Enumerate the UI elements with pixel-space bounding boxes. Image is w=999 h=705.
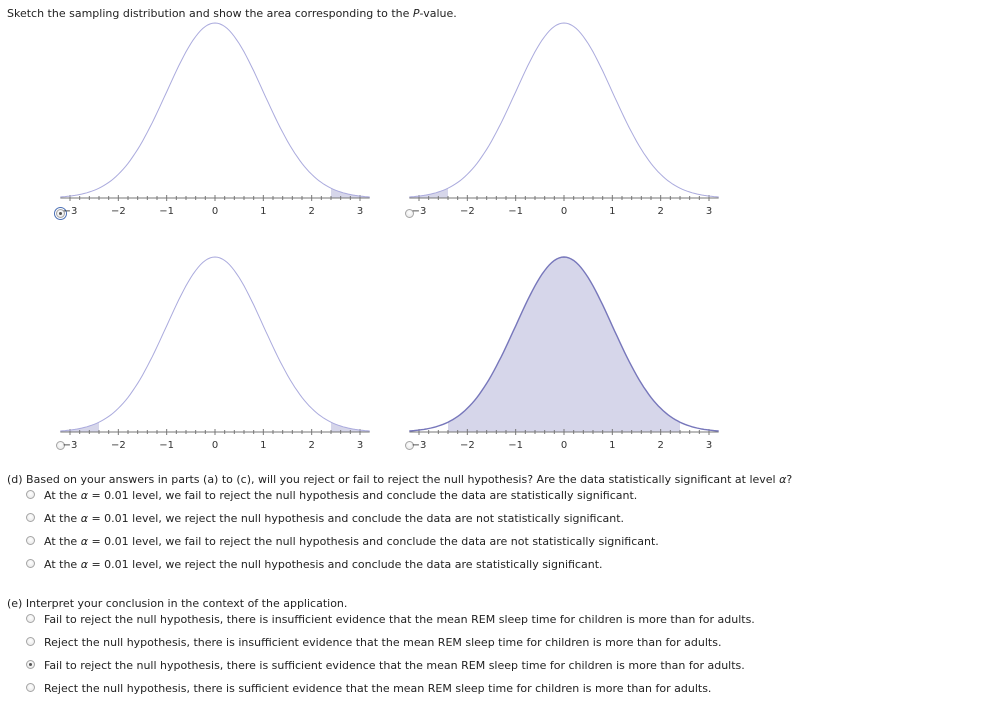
part-d-option-4[interactable] [44, 558, 603, 571]
graph-option-b[interactable] [399, 18, 729, 223]
tick-label: −2 [110, 440, 126, 451]
part-d-option-2[interactable] [44, 512, 624, 525]
tick-label: 2 [657, 440, 664, 451]
alpha-symbol: α [80, 558, 88, 571]
tick-label: −1 [508, 440, 524, 451]
tick-label: 1 [260, 440, 267, 451]
part-d-alpha: α [779, 473, 787, 486]
option-prefix: At the [44, 512, 81, 525]
part-e-option-2[interactable]: Reject the null hypothesis, there is insufficient evidence that the mean REM sleep time for children is more than for adults. [44, 636, 722, 649]
part-d-option-4-radio[interactable] [26, 559, 35, 568]
tick-label: −1 [159, 206, 175, 217]
tick-label: 3 [705, 440, 713, 451]
tick-label: 3 [356, 440, 364, 451]
alpha-symbol: α [80, 489, 88, 502]
part-d-question-text: (d) Based on your answers in parts (a) to (c), will you reject or fail to reject the null hypothesis? Are the data statistically significant at level [7, 473, 780, 486]
instruction-main: Sketch the sampling distribution and show the area corresponding to the [7, 7, 413, 20]
tick-label: 1 [609, 440, 616, 451]
tick-label: 3 [356, 206, 364, 217]
part-d-question-suffix: ? [786, 473, 793, 486]
instruction-suffix: -value. [419, 7, 457, 20]
part-e-option-4[interactable]: Reject the null hypothesis, there is sufficient evidence that the mean REM sleep time for children is more than for adults. [44, 682, 712, 695]
tick-label: 2 [308, 206, 315, 217]
tick-label: 3 [705, 206, 713, 217]
part-d-option-3[interactable] [44, 535, 659, 548]
option-text: = 0.01 level, we fail to reject the null hypothesis and conclude the data are not statistically significant. [87, 535, 659, 548]
tick-label: 0 [560, 206, 568, 217]
tick-label: −1 [508, 206, 524, 217]
part-d-option-1-radio[interactable] [26, 490, 35, 499]
tick-label: −3 [62, 440, 78, 451]
alpha-symbol: α [80, 512, 88, 525]
option-prefix: At the [44, 489, 81, 502]
graph-option-d[interactable] [399, 252, 729, 457]
part-e-option-3-radio[interactable] [26, 660, 35, 669]
normal-curve [60, 23, 369, 197]
part-e-question: (e) Interpret your conclusion in the context of the application. [7, 597, 348, 610]
tick-label: −2 [459, 206, 475, 217]
tick-label: −3 [411, 206, 427, 217]
graph-a-plot [50, 18, 380, 223]
graph-c-plot [50, 252, 380, 457]
tick-label: 0 [211, 440, 219, 451]
part-e-option-4-radio[interactable] [26, 683, 35, 692]
option-text: = 0.01 level, we reject the null hypothesis and conclude the data are statistically significant. [87, 558, 603, 571]
shaded-region [448, 257, 680, 432]
graph-option-a[interactable] [50, 18, 380, 223]
tick-label: −3 [62, 206, 78, 217]
option-prefix: At the [44, 558, 81, 571]
normal-curve [409, 23, 718, 197]
tick-label: −1 [159, 440, 175, 451]
option-text: = 0.01 level, we fail to reject the null hypothesis and conclude the data are statistically significant. [87, 489, 638, 502]
tick-label: 2 [308, 440, 315, 451]
tick-label: 2 [657, 206, 664, 217]
tick-label: −3 [411, 440, 427, 451]
part-e-option-3[interactable]: Fail to reject the null hypothesis, there is sufficient evidence that the mean REM sleep time for children is more than for adults. [44, 659, 745, 672]
part-e-option-1-radio[interactable] [26, 614, 35, 623]
graph-d-plot [399, 252, 729, 457]
tick-label: 1 [609, 206, 616, 217]
option-prefix: At the [44, 535, 81, 548]
part-e-option-1[interactable]: Fail to reject the null hypothesis, there is insufficient evidence that the mean REM sleep time for children is more than for adults. [44, 613, 755, 626]
part-d-option-3-radio[interactable] [26, 536, 35, 545]
instruction-p-italic: P [412, 7, 420, 20]
graph-option-c[interactable] [50, 252, 380, 457]
option-text: = 0.01 level, we reject the null hypothesis and conclude the data are not statistically significant. [87, 512, 625, 525]
tick-label: 1 [260, 206, 267, 217]
tick-label: −2 [459, 440, 475, 451]
tick-label: 0 [211, 206, 219, 217]
tick-label: −2 [110, 206, 126, 217]
part-d-option-2-radio[interactable] [26, 513, 35, 522]
part-e-option-2-radio[interactable] [26, 637, 35, 646]
normal-curve [60, 257, 369, 431]
graph-b-plot [399, 18, 729, 223]
part-d-question [7, 473, 792, 486]
alpha-symbol: α [80, 535, 88, 548]
tick-label: 0 [560, 440, 568, 451]
part-d-option-1[interactable] [44, 489, 637, 502]
